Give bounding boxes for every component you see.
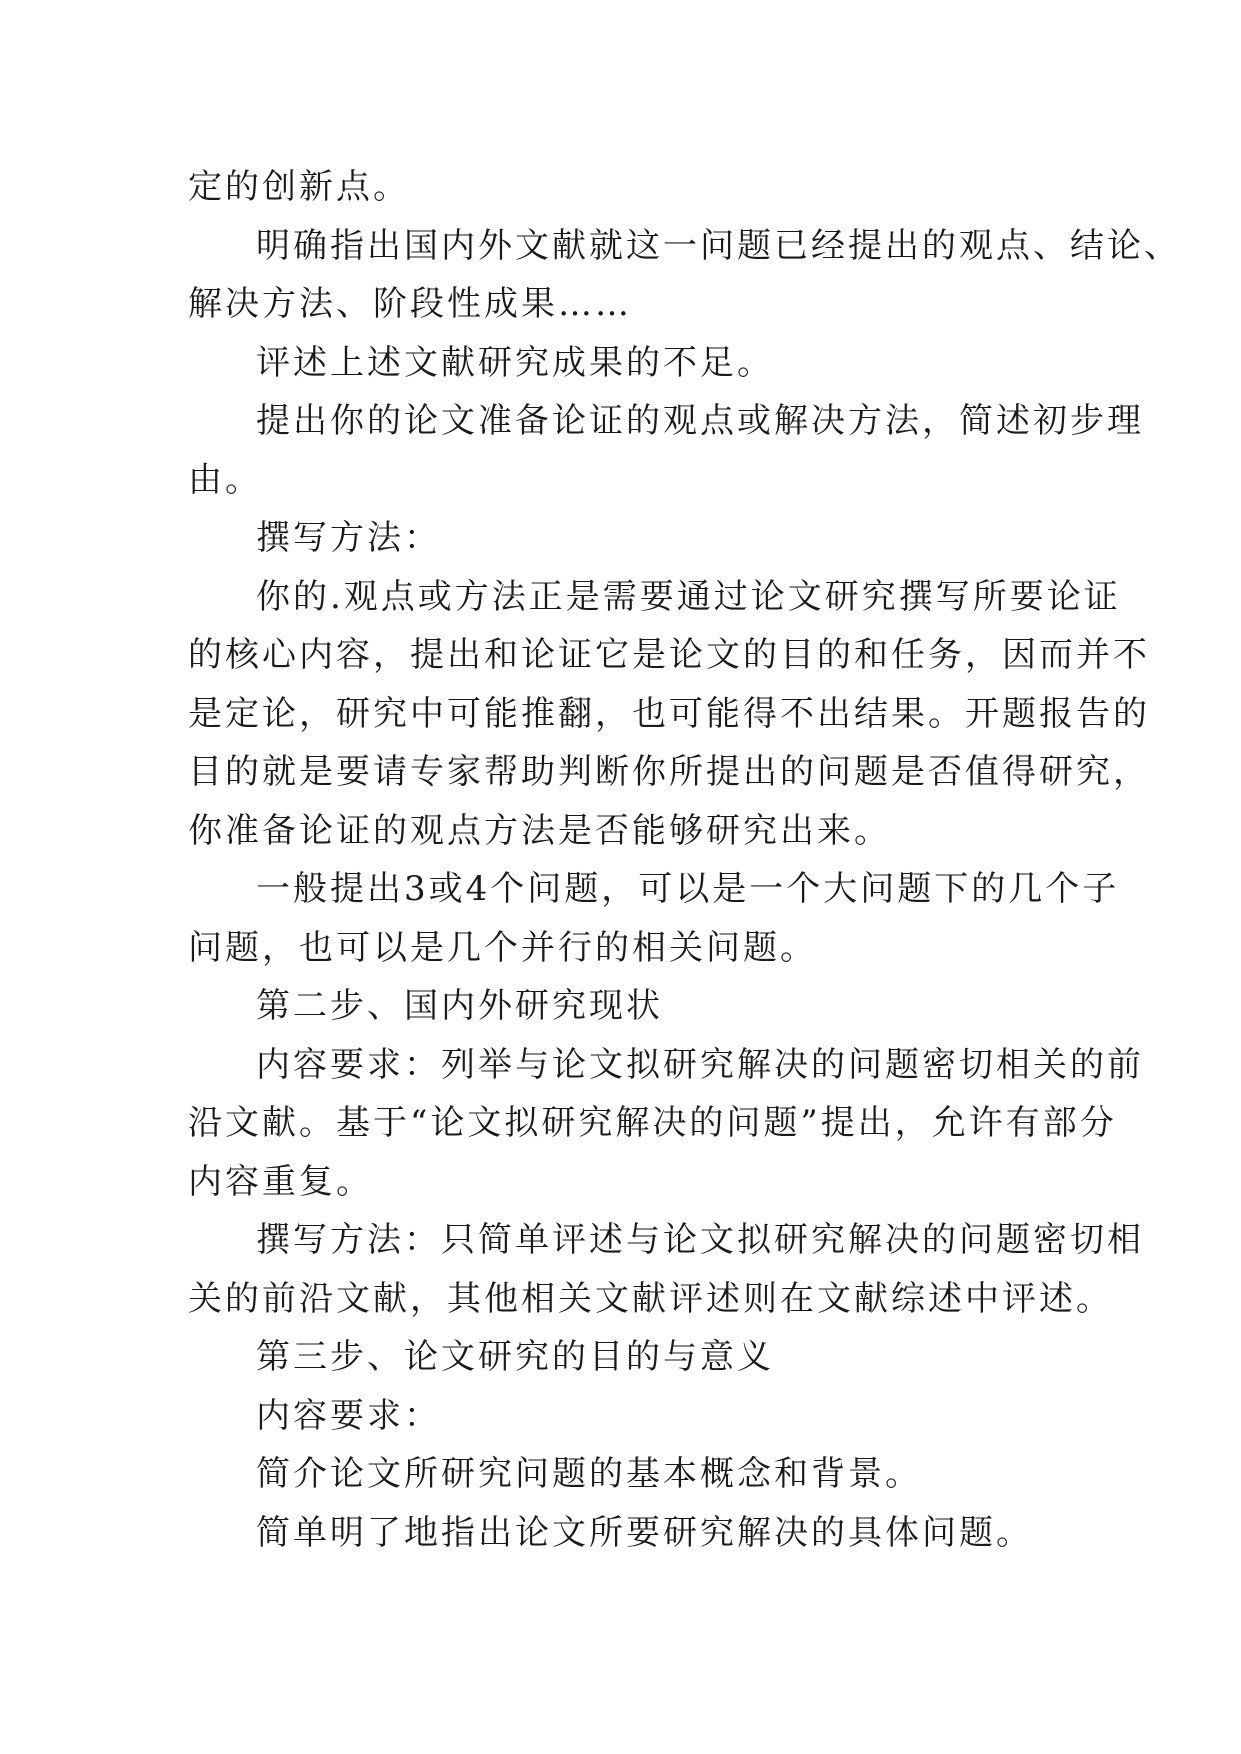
text-line: 目的就是要请专家帮助判断你所提出的问题是否值得研究， (188, 752, 1150, 792)
text-line: 内容重复。 (188, 1161, 373, 1202)
text-line: 撰写方法：只简单评述与论文拟研究解决的问题密切相 (256, 1220, 1144, 1260)
section-heading: 第三步、论文研究的目的与意义 (256, 1337, 774, 1377)
text-line: 明确指出国内外文献就这一问题已经提出的观点、结论、 (256, 225, 1181, 266)
text-line: 简介论文所研究问题的基本概念和背景。 (256, 1454, 922, 1494)
section-heading: 第二步、国内外研究现状 (256, 986, 663, 1026)
text-line: 一般提出3或4个问题，可以是一个大问题下的几个子 (256, 869, 1120, 909)
text-line: 内容要求： (256, 1395, 441, 1436)
text-line: 你的.观点或方法正是需要通过论文研究撰写所要论证 (256, 576, 1121, 617)
text-line: 评述上述文献研究成果的不足。 (256, 342, 774, 383)
text-line: 内容要求：列举与论文拟研究解决的问题密切相关的前 (256, 1044, 1144, 1085)
text-line: 提出你的论文准备论证的观点或解决方法，简述初步理 (256, 401, 1144, 441)
text-line: 由。 (188, 459, 262, 500)
text-line: 问题，也可以是几个并行的相关问题。 (188, 927, 817, 968)
text-line: 简单明了地指出论文所要研究解决的具体问题。 (256, 1512, 1033, 1553)
text-line: 你准备论证的观点方法是否能够研究出来。 (188, 810, 891, 851)
text-line: 关的前沿文献，其他相关文献评述则在文献综述中评述。 (188, 1278, 1113, 1319)
text-line: 的核心内容，提出和论证它是论文的目的和任务，因而并不 (188, 635, 1150, 675)
text-line: 沿文献。基于“论文拟研究解决的问题”提出，允许有部分 (188, 1103, 1117, 1143)
text-line: 解决方法、阶段性成果…… (188, 284, 632, 324)
text-line: 撰写方法： (256, 518, 441, 558)
text-line: 定的创新点。 (188, 167, 410, 207)
document-body (188, 158, 1181, 1562)
text-line: 是定论，研究中可能推翻，也可能得不出结果。开题报告的 (188, 693, 1150, 734)
